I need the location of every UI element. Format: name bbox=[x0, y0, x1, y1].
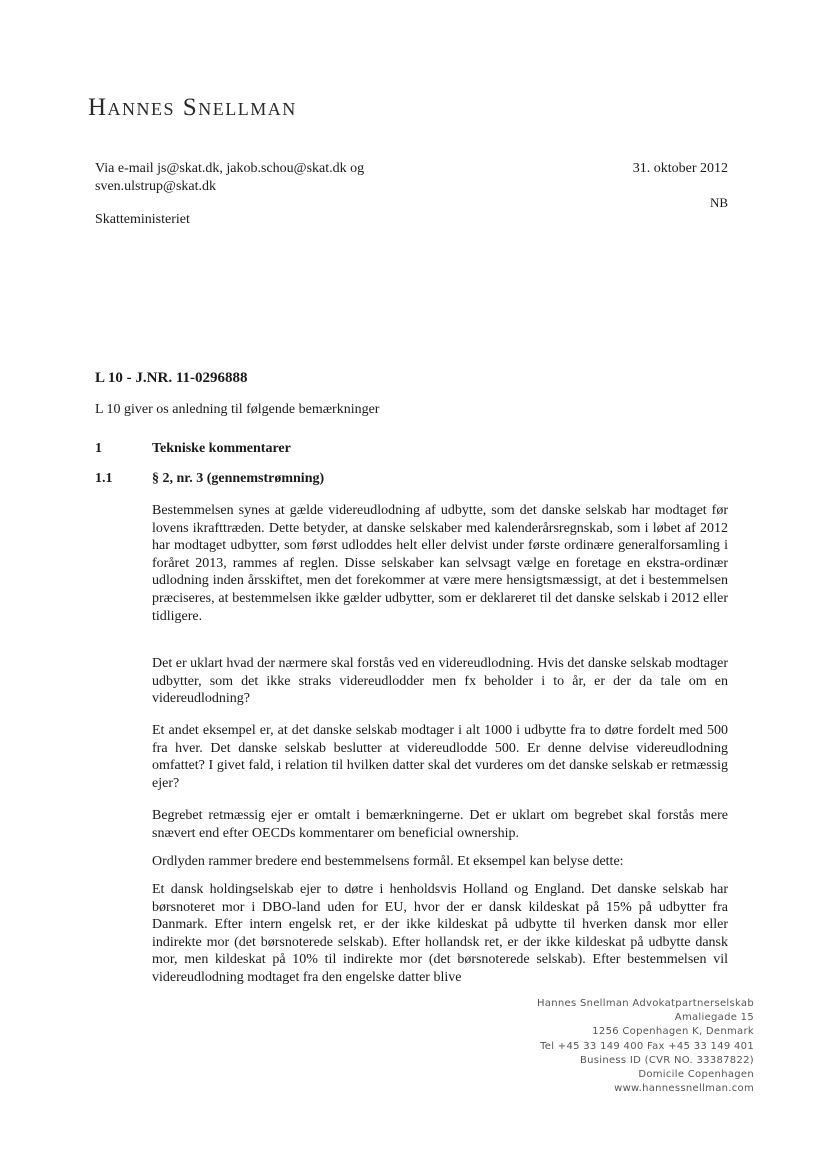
section-title: Tekniske kommentarer bbox=[152, 441, 291, 456]
footer-line: Amaliegade 15 bbox=[674, 1012, 754, 1024]
via-line-2: sven.ulstrup@skat.dk bbox=[95, 179, 216, 194]
footer-line: Hannes Snellman Advokatpartnerselskab bbox=[536, 998, 754, 1009]
paragraph-4: Begrebet retmæssig ejer er omtalt i bemærkningerne. Det er uklart om begrebet skal forstås mere snævert end efter OECDs kommentarer om beneficial ownership. bbox=[152, 808, 728, 841]
author-initials: NB bbox=[709, 195, 728, 210]
via-line-1: Via e-mail js@skat.dk, jakob.schou@skat.dk og bbox=[95, 161, 365, 176]
email-address-block bbox=[95, 160, 364, 196]
intro-text: L 10 giver os anledning til følgende bemærkninger bbox=[95, 402, 380, 417]
paragraph-2: Det er uklart hvad der nærmere skal forstås ved en videreudlodning. Hvis det danske selskab modtager udbytter, som det ikke straks videreudlodder men fx beholder i to år, er der da tale om en videreudlodning? bbox=[152, 656, 728, 707]
letter-date: 31. oktober 2012 bbox=[632, 161, 728, 176]
footer-line: Tel +45 33 149 400 Fax +45 33 149 401 bbox=[540, 1040, 754, 1052]
footer-line: Domicile Copenhagen bbox=[638, 1069, 754, 1081]
paragraph-6: Et dansk holdingselskab ejer to døtre i henholdsvis Holland og England. Det danske selskab har børsnoteret mor i DBO-land uden for EU, hvor der er dansk kildeskat på 15% på udbytter fra Danmark. Efter intern engelsk ret, er der ikke kildeskat på udbytte til hverken dansk mor eller indirekte mor (det børsnoterede selskab). Efter hollandsk ret, er der ikke kildeskat på udbytte dansk mor, men kildeskat på 10% til indirekte mor (det børsnoterede selskab). Efter bestemmelsen vil videreudlodning modtaget fra den engelske datter blive bbox=[152, 882, 728, 985]
footer-line: 1256 Copenhagen K, Denmark bbox=[592, 1026, 754, 1038]
footer-website-link[interactable]: www.hannessnellman.com bbox=[614, 1083, 754, 1095]
recipient: Skatteministeriet bbox=[95, 212, 190, 227]
document-heading: L 10 - J.NR. 11-0296888 bbox=[95, 370, 248, 386]
subsection-number: 1.1 bbox=[95, 471, 113, 486]
paragraph-3: Et andet eksempel er, at det danske selskab modtager i alt 1000 i udbytte fra to døtre fordelt med 500 fra hver. Det danske selskab beslutter at videreudlodde 500. Er denne delvise videreudlodning omfattet? I givet fald, i relation til hvilken datter skal det vurderes om det danske selskab er retmæssig ejer? bbox=[152, 723, 728, 791]
subsection-title: § 2, nr. 3 (gennemstrømning) bbox=[152, 471, 325, 486]
footer-line: Business ID (CVR NO. 33387822) bbox=[579, 1054, 754, 1066]
firm-logo: Hannes Snellman bbox=[88, 94, 297, 121]
footer-address bbox=[537, 997, 754, 1096]
paragraph-1: Bestemmelsen synes at gælde videreudlodning af udbytte, som det danske selskab har modtaget før lovens ikrafttræden. Dette betyder, at danske selskaber med kalenderårsregnskab, som i løbet af 2012 har modtaget udbytter, som først udloddes helt eller delvist under første ordinære generalforsamling i foråret 2013, rammes af reglen. Disse selskaber kan selvsagt vælge en foretage en ekstra-ordinær udlodning inden årsskiftet, men det forekommer at være mere hensigtsmæssigt, at det i bestemmelsen præciseres, at bestemmelsen ikke gælder udbytter, som er deklareret til det danske selskab i 2012 eller tidligere. bbox=[152, 503, 728, 624]
section-number: 1 bbox=[95, 441, 102, 456]
paragraph-5: Ordlyden rammer bredere end bestemmelsens formål. Et eksempel kan belyse dette: bbox=[152, 854, 624, 869]
